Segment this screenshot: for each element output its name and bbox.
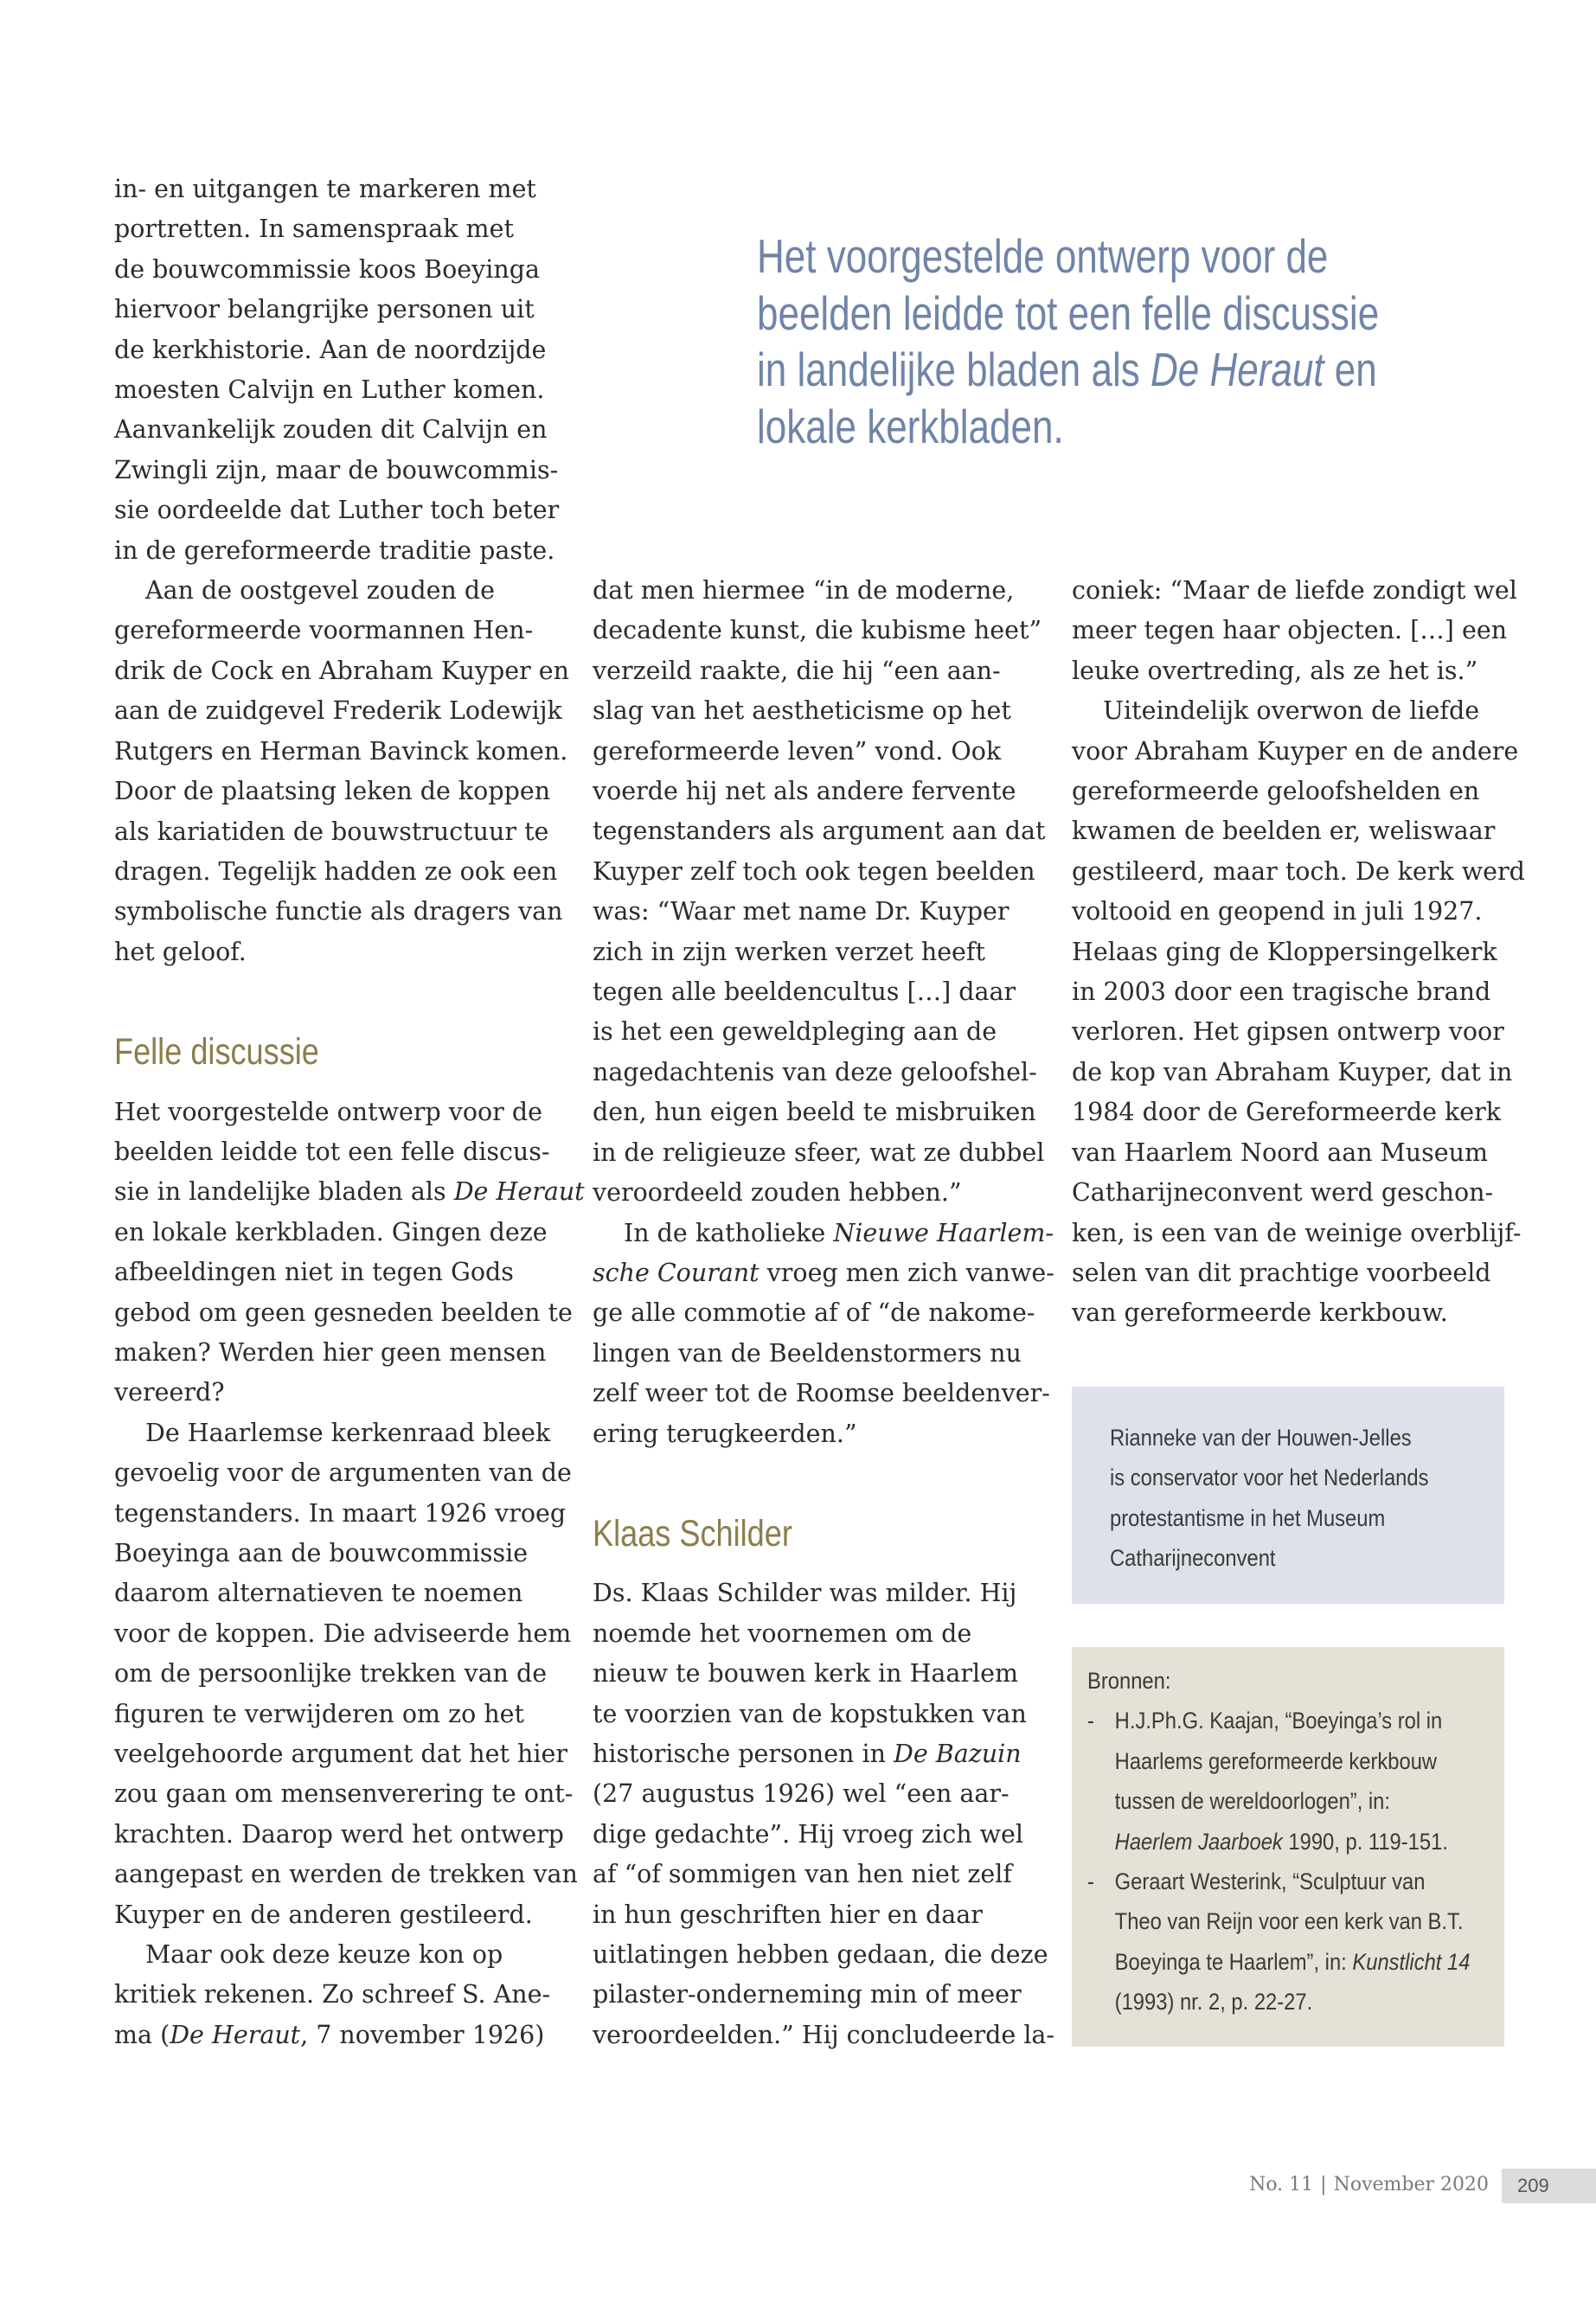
paragraph: coniek: “Maar de liefde zondigt wel meer tegen haar objecten. […] een leuke overtreding, als ze het is.” (1072, 576, 1517, 685)
sources-box (1072, 1647, 1504, 2047)
source-item: - Geraart Westerink, “Sculptuur van Theo van Reijn voor een kerk van B.T. Boeyinga te Haarlem”, in: Kunstlicht 14 (1993) nr. 2, p. 22-27. (1087, 1868, 1471, 2016)
paragraph: In de katholieke Nieuwe Haarlem- sche Courant vroeg men zich vanwe- ge alle commotie af of “de nakome- lingen van de Beeldenstormers nu zelf weer tot de Roomse beeldenver- ering terugkeerden.” (593, 1218, 1054, 1448)
paragraph: dat men hiermee “in de moderne, decadente kunst, die kubisme heet” verzeild raakte, die hij “een aan- slag van het aestheticisme op het gereformeerde leven” vond. Ook voerde hij net als andere fervente tegenstanders als argument aan dat Kuyper zelf toch ook tegen beelden was: “Waar met name Dr. Kuyper zich in zijn werken verzet heeft tegen alle beeldencultus […] daar is het een geweldpleging aan de nagedachtenis van deze geloofshel- den, hun eigen beeld te misbruiken in de religieuze sfeer, wat ze dubbel veroordeeld zouden hebben.” (593, 576, 1046, 1208)
column-2 (593, 571, 1054, 2055)
sources-title: Bronnen: (1087, 1668, 1171, 1694)
page-number-box (1502, 2169, 1596, 2203)
paragraph: Uiteindelijk overwon de liefde voor Abraham Kuyper en de andere gereformeerde geloofshelden en kwamen de beelden er, weliswaar gestileerd, maar toch. De kerk werd voltooid en geopend in juli 1927. Helaas ging de Kloppersingelkerk in 2003 door een tragische brand verloren. Het gipsen ontwerp voor de kop van Abraham Kuyper, dat in 1984 door de Gereformeerde kerk van Haarlem Noord aan Museum Catharijneconvent werd geschon- ken, is een van de weinige overblijf- selen van dit prachtige voorbeeld van gereformeerde kerkbouw. (1072, 696, 1525, 1328)
author-box: Rianneke van der Houwen-Jelles is conservator voor het Nederlands protestantisme in het Museum Catharijneconvent (1072, 1387, 1504, 1604)
section-heading: Klaas Schilder (593, 1512, 792, 1554)
paragraph: Maar ook deze keuze kon op kritiek rekenen. Zo schreef S. Ane- ma (De Heraut, 7 november 1926) (114, 1940, 551, 2049)
issue-number: No. 11 (1249, 2174, 1314, 2195)
column-3 (1072, 571, 1525, 1334)
source-item: - H.J.Ph.G. Kaajan, “Boeyinga’s rol in Haarlems gereformeerde kerkbouw tussen de wereldoorlogen”, in: Haerlem Jaarboek 1990, p. 119-151. (1087, 1708, 1448, 1855)
pull-quote: Het voorgestelde ontwerp voor de beelden leidde tot een felle discussie in landelijke bladen als De Heraut en lokale kerkbladen. (757, 229, 1380, 453)
paragraph: Aan de oostgevel zouden de gereformeerde voormannen Hen- drik de Cock en Abraham Kuyper en aan de zuidgevel Frederik Lodewijk Rutgers en Herman Bavinck komen. Door de plaatsing leken de koppen als kariatiden de bouwstructuur te dragen. Tegelijk hadden ze ook een symbolische functie als dragers van het geloof. (114, 576, 570, 966)
section-heading: Felle discussie (114, 1031, 319, 1074)
issue-date: November 2020 (1333, 2174, 1489, 2195)
page-number: 209 (1517, 2175, 1549, 2196)
column-1 (114, 170, 585, 2055)
footer-issue-info: No. 11 | November 2020 (1249, 2174, 1489, 2195)
paragraph: Het voorgestelde ontwerp voor de beelden leidde tot een felle discus- sie in landelijke bladen als De Heraut en lokale kerkbladen. Gingen deze afbeeldingen niet in tegen Gods gebod om geen gesneden beelden te maken? Werden hier geen mensen vereerd? (114, 1097, 585, 1407)
paragraph: Ds. Klaas Schilder was milder. Hij noemde het voornemen om de nieuw te bouwen kerk in Haarlem te voorzien van de kopstukken van historische personen in De Bazuin (27 augustus 1926) wel “een aar- dige gedachte”. Hij vroeg zich wel af “of sommigen van hen niet zelf in hun geschriften hier en daar uitlatingen hebben gedaan, die deze pilaster-onderneming min of meer veroordeelden.” Hij concludeerde la- (593, 1579, 1055, 2049)
paragraph: in- en uitgangen te markeren met portretten. In samenspraak met de bouwcommissie koos Boeyinga hiervoor belangrijke personen uit de kerkhistorie. Aan de noordzijde moesten Calvijn en Luther komen. Aanvankelijk zouden dit Calvijn en Zwingli zijn, maar de bouwcommis- sie oordeelde dat Luther toch beter in de gereformeerde traditie paste. (114, 175, 560, 565)
paragraph: De Haarlemse kerkenraad bleek gevoelig voor de argumenten van de tegenstanders. In maart 1926 vroeg Boeyinga aan de bouwcommissie daarom alternatieven te noemen voor de koppen. Die adviseerde hem om de persoonlijke trekken van de figuren te verwijderen om zo het veelgehoorde argument dat het hier zou gaan om mensenverering te ont- krachten. Daarop werd het ontwerp aangepast en werden de trekken van Kuyper en de anderen gestileerd. (114, 1418, 578, 1929)
